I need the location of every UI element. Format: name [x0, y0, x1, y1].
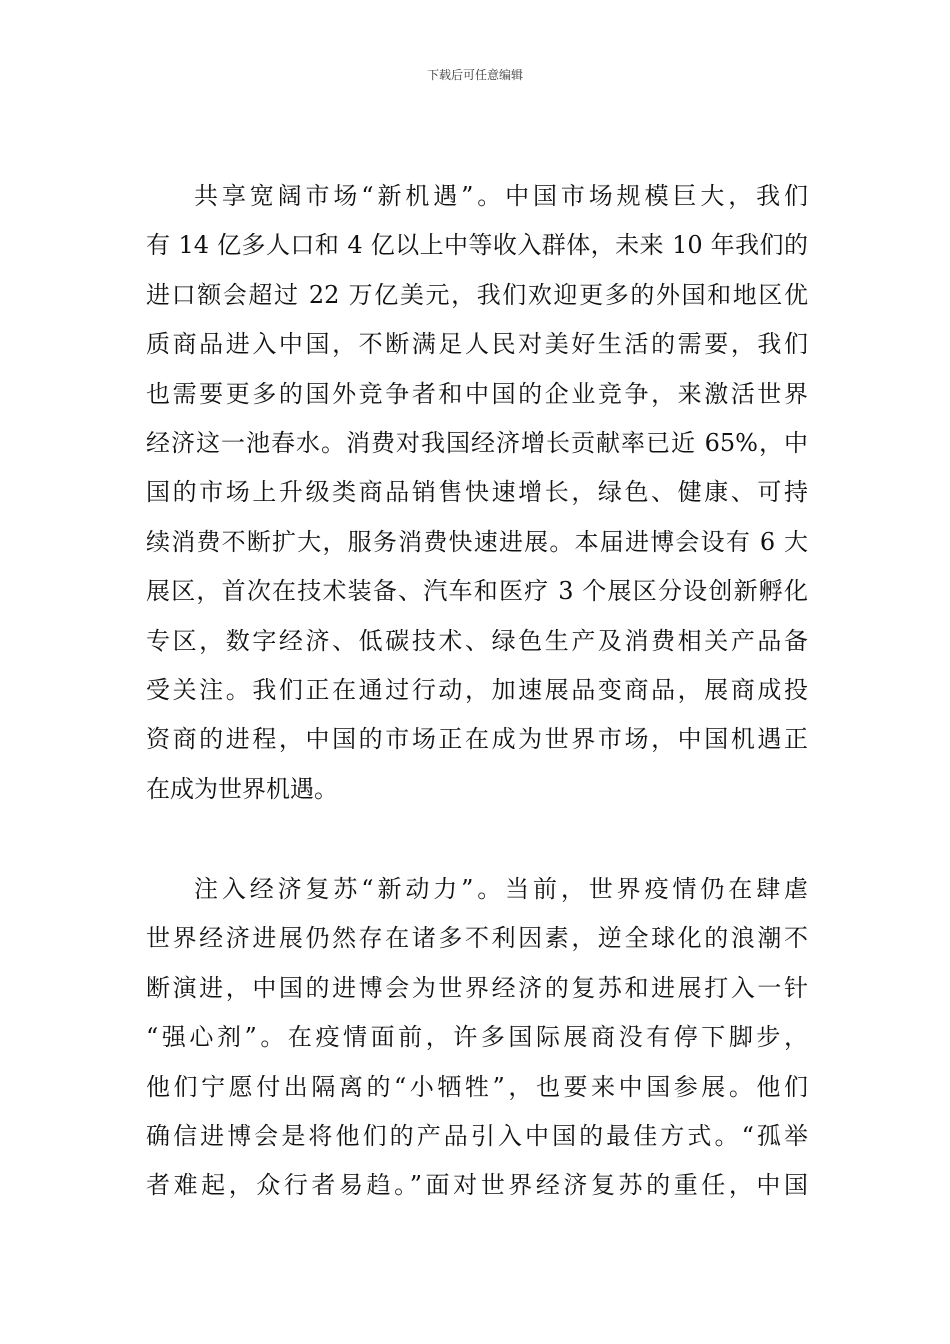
- page-header: 下载后可任意编辑: [426, 68, 523, 82]
- text-line: 国的市场上升级类商品销售快速增长，绿色、健康、可持: [146, 478, 808, 507]
- text-line: 共享宽阔市场“新机遇”。中国市场规模巨大，我们: [194, 182, 808, 210]
- text-line: 展区，首次在技术装备、汽车和医疗 3 个展区分设创新孵化: [146, 577, 808, 606]
- text-line: 断演进，中国的进博会为世界经济的复苏和进展打入一针: [146, 973, 808, 1002]
- text-line: 质商品进入中国，不断满足人民对美好生活的需要，我们: [146, 330, 808, 359]
- text-line: 续消费不断扩大，服务消费快速进展。本届进博会设有 6 大: [146, 527, 808, 556]
- text-line: “强心剂”。在疫情面前，许多国际展商没有停下脚步，: [146, 1023, 808, 1052]
- text-line: 世界经济进展仍然存在诸多不利因素，逆全球化的浪潮不: [146, 924, 808, 953]
- text-line: 进口额会超过 22 万亿美元，我们欢迎更多的外国和地区优: [146, 280, 808, 309]
- text-line: 受关注。我们正在通过行动，加速展品变商品，展商成投: [146, 676, 808, 705]
- text-line: 专区，数字经济、低碳技术、绿色生产及消费相关产品备: [146, 626, 808, 655]
- text-line: 也需要更多的国外竞争者和中国的企业竞争，来激活世界: [146, 379, 808, 408]
- text-line: 资商的进程，中国的市场正在成为世界市场，中国机遇正: [146, 725, 808, 754]
- text-line: 注入经济复苏“新动力”。当前，世界疫情仍在肆虐: [194, 875, 808, 903]
- text-line: 确信进博会是将他们的产品引入中国的最佳方式。“孤举: [146, 1122, 808, 1151]
- paragraph-shared-market: [146, 172, 808, 814]
- text-line: 有 14 亿多人口和 4 亿以上中等收入群体，未来 10 年我们的: [146, 231, 808, 260]
- text-line: 他们宁愿付出隔离的“小牺牲”，也要来中国参展。他们: [146, 1072, 808, 1101]
- text-line: 经济这一池春水。消费对我国经济增长贡献率已近 65%，中: [146, 429, 808, 458]
- text-line: 在成为世界机遇。: [146, 774, 338, 803]
- paragraph-economic-recovery: [146, 865, 808, 1211]
- text-line: 者难起，众行者易趋。”面对世界经济复苏的重任，中国: [146, 1171, 808, 1200]
